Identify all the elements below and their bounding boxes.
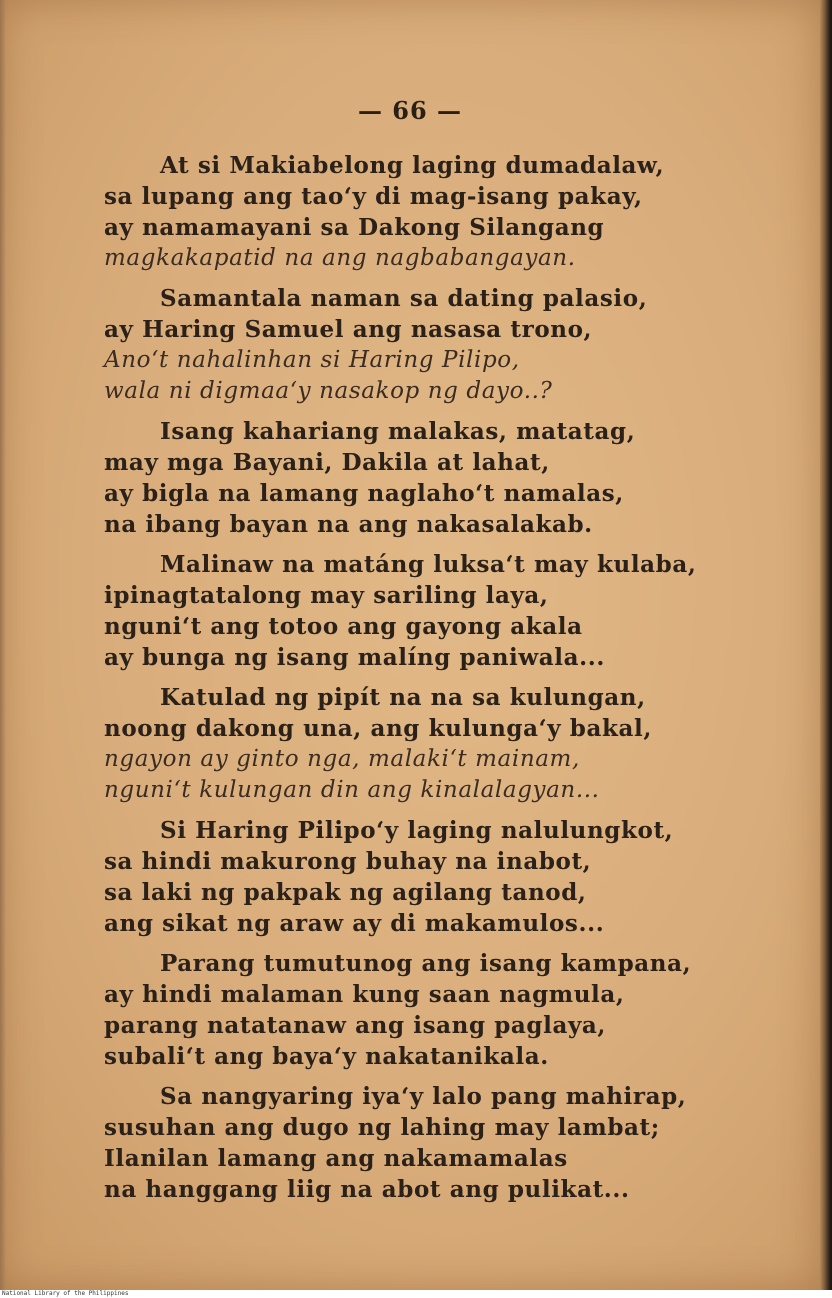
poem-line: ay Haring Samuel ang nasasa trono,: [104, 316, 593, 343]
stanza: [104, 1081, 704, 1205]
poem-line: may mga Bayani, Dakila at lahat,: [104, 449, 550, 476]
poem-line: magkakapatid na ang nagbabangayan.: [104, 245, 576, 271]
stanza: [104, 416, 704, 540]
poem-line: noong dakong una, ang kulunga‘y bakal,: [104, 715, 652, 742]
stanza: [104, 283, 704, 407]
poem-line: sa hindi makurong buhay na inabot,: [104, 848, 592, 875]
poem-line: Isang kahariang malakas, matatag,: [160, 418, 636, 445]
poem-line: Si Haring Pilipo‘y laging nalulungkot,: [160, 817, 674, 844]
poem-line: ay bunga ng isang malíng paniwala...: [104, 644, 605, 671]
poem-line: ipinagtatalong may sariling laya,: [104, 582, 549, 609]
poem-line: susuhan ang dugo ng lahing may lambat;: [104, 1114, 660, 1141]
poem-line: Katulad ng pipít na na sa kulungan,: [160, 684, 646, 711]
poem-line: Sa nangyaring iya‘y lalo pang mahirap,: [160, 1083, 687, 1110]
poem-line: Parang tumutunog ang isang kampana,: [160, 950, 692, 977]
poem-line: Ano‘t nahalinhan si Haring Pilipo,: [104, 347, 520, 373]
book-spine-edge: [820, 0, 832, 1290]
poem-line: At si Makiabelong laging dumadalaw,: [160, 152, 665, 179]
poem-body: [104, 150, 704, 1214]
poem-line: Samantala naman sa dating palasio,: [160, 285, 648, 312]
footer-credit: National Library of the Philippines: [2, 1290, 129, 1297]
poem-line: sa lupang ang tao‘y di mag-isang pakay,: [104, 183, 643, 210]
poem-line: ay bigla na lamang naglaho‘t namalas,: [104, 480, 624, 507]
poem-line: ang sikat ng araw ay di makamulos...: [104, 910, 605, 937]
poem-line: ngayon ay ginto nga, malaki‘t mainam,: [104, 746, 580, 772]
stanza: [104, 815, 704, 939]
poem-line: sa laki ng pakpak ng agilang tanod,: [104, 879, 587, 906]
poem-line: wala ni digmaa‘y nasakop ng dayo..?: [104, 378, 553, 404]
poem-line: subali‘t ang baya‘y nakatanikala.: [104, 1043, 549, 1070]
stanza: [104, 682, 704, 806]
poem-line: Malinaw na matáng luksa‘t may kulaba,: [160, 551, 697, 578]
poem-line: ay namamayani sa Dakong Silangang: [104, 214, 605, 241]
poem-line: na hanggang liig na abot ang pulikat...: [104, 1176, 630, 1203]
poem-line: parang natatanaw ang isang paglaya,: [104, 1012, 607, 1039]
poem-line: Ilanilan lamang ang nakamamalas: [104, 1145, 568, 1172]
stanza: [104, 948, 704, 1072]
page-number: — 66 —: [357, 96, 463, 125]
page-shadow-left: [0, 0, 6, 1290]
stanza: [104, 150, 704, 274]
stanza: [104, 549, 704, 673]
poem-line: na ibang bayan na ang nakasalakab.: [104, 511, 593, 538]
poem-line: ay hindi malaman kung saan nagmula,: [104, 981, 625, 1008]
poem-line: nguni‘t ang totoo ang gayong akala: [104, 613, 583, 640]
poem-line: nguni‘t kulungan din ang kinalalagyan...: [104, 777, 600, 803]
